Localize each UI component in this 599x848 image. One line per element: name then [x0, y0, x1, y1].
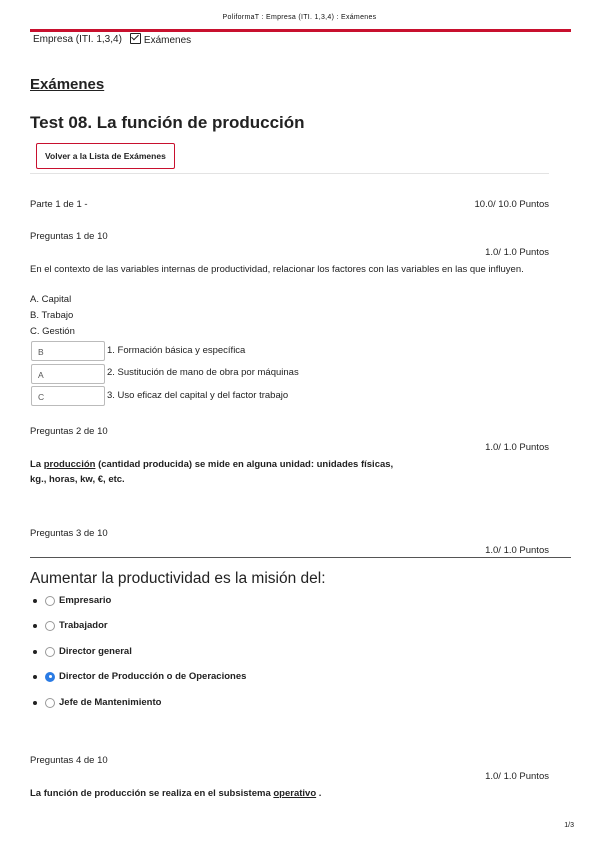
answer-option[interactable] — [33, 697, 161, 708]
match-select-3[interactable]: C — [31, 386, 105, 406]
checkbox-icon — [130, 33, 141, 44]
question-1-label: Preguntas 1 de 10 — [30, 231, 108, 242]
question-3-label: Preguntas 3 de 10 — [30, 528, 108, 539]
radio-button[interactable] — [45, 621, 55, 631]
bullet — [33, 624, 37, 628]
radio-button[interactable] — [45, 596, 55, 606]
question-2-score: 1.0/ 1.0 Puntos — [485, 442, 549, 453]
question-1-option-b: B. Trabajo — [30, 310, 74, 321]
part-label: Parte 1 de 1 - — [30, 199, 88, 210]
question-3-score: 1.0/ 1.0 Puntos — [485, 545, 549, 556]
question-4-score: 1.0/ 1.0 Puntos — [485, 771, 549, 782]
question-1-option-c: C. Gestión — [30, 326, 75, 337]
question-2-text-line2: kg., horas, kw, €, etc. — [30, 474, 125, 485]
answer-option-label: Director general — [59, 646, 132, 657]
radio-button[interactable] — [45, 647, 55, 657]
question-1-score: 1.0/ 1.0 Puntos — [485, 247, 549, 258]
bullet — [33, 599, 37, 603]
question-2-label: Preguntas 2 de 10 — [30, 426, 108, 437]
match-select-1[interactable]: B — [31, 341, 105, 361]
bullet — [33, 675, 37, 679]
answer-option-label: Director de Producción o de Operaciones — [59, 671, 247, 682]
answer-option-label: Trabajador — [59, 620, 108, 631]
question-2-text-pre: La — [30, 459, 44, 470]
print-header-title: PoliformaT : Empresa (ITI. 1,3,4) : Exámenes — [222, 14, 377, 21]
match-text-1: 1. Formación básica y específica — [107, 345, 246, 356]
breadcrumb-site[interactable]: Empresa (ITI. 1,3,4) — [33, 34, 122, 45]
question-2-text-post: (cantidad producida) se mide en alguna unidad: unidades físicas, — [95, 459, 394, 470]
part-score: 10.0/ 10.0 Puntos — [474, 199, 549, 210]
match-text-3: 3. Uso eficaz del capital y del factor trabajo — [107, 390, 289, 401]
question-4-blank: operativo — [273, 788, 317, 799]
breadcrumb-tool-label: Exámenes — [143, 35, 192, 46]
question-4-text — [30, 786, 321, 801]
question-1-text: En el contexto de las variables internas de productividad, relacionar los factores con las variables en las que influyen. — [30, 264, 524, 275]
answer-option[interactable] — [33, 646, 132, 657]
section-title[interactable]: Exámenes — [30, 76, 105, 93]
match-text-2: 2. Sustitución de mano de obra por máquinas — [107, 367, 299, 378]
question-1-option-a: A. Capital — [30, 294, 72, 305]
page-title: Test 08. La función de producción — [30, 113, 305, 132]
back-to-exams-button[interactable]: Volver a la Lista de Exámenes — [36, 143, 175, 169]
question-2-text — [30, 457, 393, 472]
question-2-blank: producción — [43, 459, 96, 470]
answer-option[interactable] — [33, 595, 111, 606]
bullet — [33, 650, 37, 654]
header-accent-bar — [30, 29, 571, 32]
match-select-2[interactable]: A — [31, 364, 105, 384]
question-4-label: Preguntas 4 de 10 — [30, 755, 108, 766]
answer-option-selected[interactable] — [33, 671, 246, 682]
question-4-text-pre: La función de producción se realiza en el subsistema — [30, 788, 274, 799]
radio-button[interactable] — [45, 698, 55, 708]
breadcrumb — [33, 33, 191, 46]
breadcrumb-tool[interactable] — [130, 33, 191, 46]
radio-button-selected[interactable] — [45, 672, 55, 682]
bullet — [33, 701, 37, 705]
page-number: 1/3 — [564, 822, 574, 829]
question-4-text-post: . — [316, 788, 322, 799]
divider — [30, 173, 549, 174]
answer-option[interactable] — [33, 620, 108, 631]
question-3-divider — [30, 557, 571, 558]
answer-option-label: Jefe de Mantenimiento — [59, 697, 162, 708]
answer-option-label: Empresario — [59, 595, 112, 606]
question-3-text: Aumentar la productividad es la misión del: — [30, 570, 326, 587]
